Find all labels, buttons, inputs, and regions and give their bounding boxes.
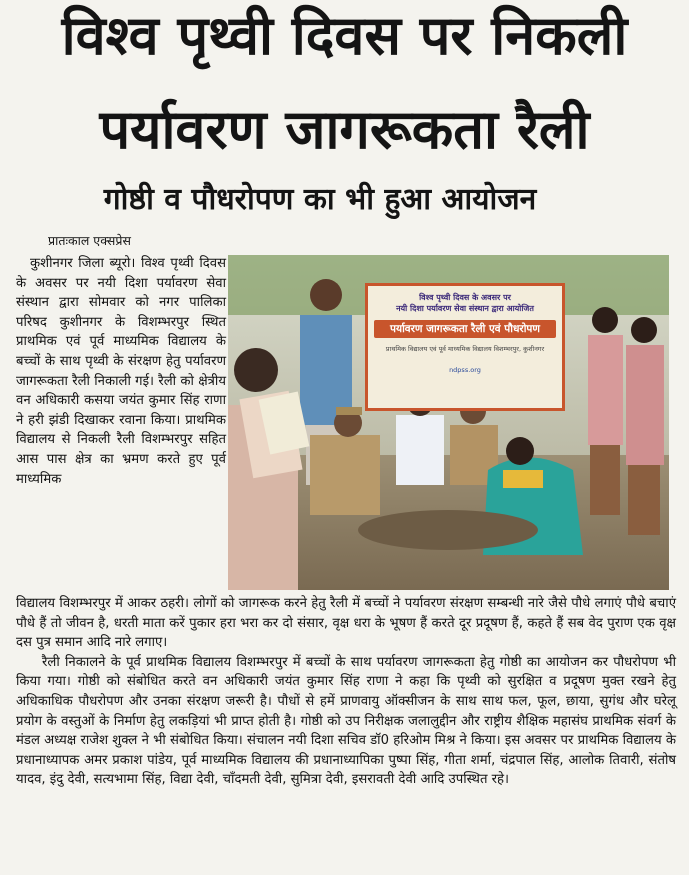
banner-line-1: विश्व पृथ्वी दिवस के अवसर पर — [419, 293, 511, 302]
banner-website: ndpss.org — [449, 366, 481, 374]
body-paragraph-2: रैली निकालने के पूर्व प्राथमिक विद्यालय विशम्भरपुर में बच्चों के साथ पर्यावरण जागरूकता हेतु गोष्ठी का आयोजन कर पौधरोपण भी किया गया। गोष्ठी को संबोधित करते वन अधिकारी जयंत कुमार सिंह राणा ने कहा कि पृथ्वी को सुरक्षित व प्रदूषण मुक्त रखने हेतु अधिकाधिक पौधरोपण और उनका संरक्षण जरूरी है। पौधों से हमें प्राणवायु ऑक्सीजन के साथ साथ फल, फूल, छाया, सुगंध और घरेलू प्रयोग के वस्तुओं के निर्माण हेतु लकड़ियां भी प्राप्त होती है। गोष्ठी को उप निरीक्षक जलालुद्दीन और राष्ट्रीय शैक्षिक महासंघ प्राथमिक संवर्ग के मंडल अध्यक्ष राजेश शुक्ल ने भी संबोधित किया। संचालन नयी दिशा सचिव डॉ0 हरिओम मिश्र ने किया। इस अवसर पर प्राथमिक विद्यालय के प्रधानाध्यापक अमर प्रकाश पांडेय, पूर्व माध्यमिक विद्यालय की प्रधानाध्यापिका पुष्पा सिंह, गीता शर्मा, चंद्रपाल सिंह, आलोक तिवारी, संतोष यादव, इंदु देवी, सत्यभामा सिंह, विद्या देवी, चाँदमती देवी, सुमित्रा देवी, इसरावती देवी आदि उपस्थित रहे। — [16, 654, 676, 788]
news-photo — [228, 255, 669, 590]
article-body — [16, 594, 676, 790]
article-column — [16, 254, 226, 489]
banner-line-3: प्राथमिक विद्यालय एवं पूर्व माध्यमिक विद्यालय विशम्भरपुर, कुशीनगर — [385, 345, 545, 353]
event-banner — [365, 283, 565, 411]
banner-line-2: नयी दिशा पर्यावरण सेवा संस्थान द्वारा आयोजित — [396, 304, 534, 313]
banner-title: पर्यावरण जागरूकता रैली एवं पौधरोपण — [374, 320, 556, 338]
headline-line-2: पर्यावरण जागरूकता रैली — [99, 98, 590, 161]
headline-line-1: विश्व पृथ्वी दिवस पर निकली — [61, 4, 628, 67]
body-paragraph-1: विद्यालय विशम्भरपुर में आकर ठहरी। लोगों को जागरूक करने हेतु रैली में बच्चों ने पर्यावरण संरक्षण सम्बन्धी नारे जैसे पौधे लगाएं पौधे बचाएं पौधे हैं तो जीवन है, धरती माता करें पुकार हरा भरा कर दो संसार, वृक्ष धरा के भूषण हैं करते दूर प्रदूषण हैं, कहते हैं सब वेद पुराण एक वृक्ष दस पुत्र समान आदि नारे लगाए। — [16, 596, 676, 651]
source-credit: प्रातःकाल एक्सप्रेस — [48, 233, 131, 248]
column-paragraph: कुशीनगर जिला ब्यूरो। विश्व पृथ्वी दिवस के अवसर पर नयी दिशा पर्यावरण सेवा संस्थान द्वारा सोमवार को नगर पालिका परिषद कुशीनगर के विशम्भरपुर स्थित प्राथमिक एवं पूर्व माध्यमिक विद्यालय के बच्चों के साथ पृथ्वी के संरक्षण हेतु पर्यावरण जागरूकता रैली निकाली गई। रैली को क्षेत्रीय वन अधिकारी कसया जयंत कुमार सिंह राणा ने हरी झंडी दिखाकर रवाना किया। प्राथमिक विद्यालय से निकली रैली विशम्भरपुर सहित आस पास क्षेत्र का भ्रमण करते हुए पूर्व माध्यमिक — [16, 256, 226, 487]
subheadline: गोष्ठी व पौधरोपण का भी हुआ आयोजन — [103, 182, 537, 217]
